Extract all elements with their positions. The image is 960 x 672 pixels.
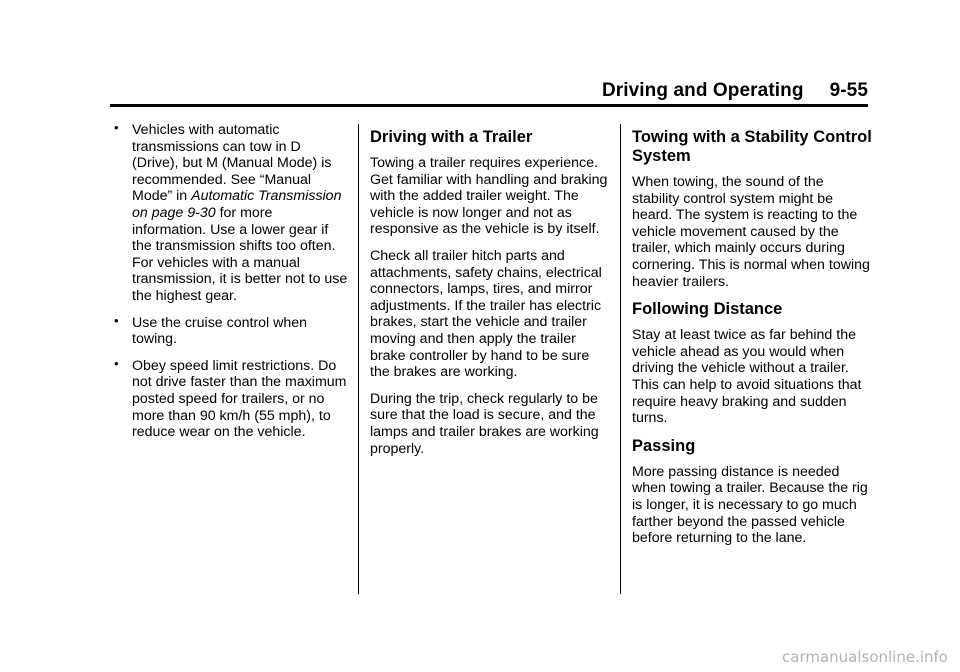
list-item: • Obey speed limit restrictions. Do not drive faster than the maximum posted speed for trailers, or no more than 90 km/h (55 mph), to reduce wear on the vehicle.	[114, 355, 347, 441]
section-heading: Driving with a Trailer	[370, 128, 533, 146]
paragraph: More passing distance is needed when towing a trailer. Because the rig is longer, it is necessary to go much farther beyond the passed vehicle before returning to the lane.	[632, 463, 868, 547]
page-header	[602, 80, 868, 102]
bullet-icon: •	[114, 120, 119, 135]
section-title: Driving and Operating	[601, 80, 804, 101]
paragraph: Stay at least twice as far behind the vehicle ahead as you would when driving the vehicle without a trailer. This can help to avoid situations that require heavy braking and sudden turns.	[632, 327, 862, 427]
section-heading: Towing with a Stability Control System	[632, 128, 872, 165]
column-2	[370, 122, 610, 467]
paragraph: When towing, the sound of the stability control system might be heard. The system is reacting to the vehicle movement caused by the trailer, which mainly occurs during cornering. This is normal when towing heavier trailers.	[632, 174, 870, 290]
section-heading: Following Distance	[632, 300, 783, 319]
bullet-list	[110, 122, 350, 441]
bullet-icon: •	[114, 355, 119, 371]
list-item: • Vehicles with automatic transmissions can tow in D (Drive), but M (Manual Mode) is recommended. See “Manual Mode” in Automatic Transmission on page 9-30 for more information. Use a lower gear if the transmission shifts too often. For vehicles with a manual transmission, it is better not to use the highest gear.	[114, 120, 348, 304]
column-3	[632, 122, 872, 557]
page-number: 9-55	[829, 80, 868, 101]
column-divider	[358, 124, 359, 594]
bullet-icon: •	[114, 312, 119, 328]
column-divider	[620, 124, 621, 594]
column-1	[110, 122, 350, 451]
cross-reference: Automatic Transmission on page 9-30	[132, 188, 342, 221]
watermark: carmanualsonline.info	[782, 648, 948, 666]
paragraph: Check all trailer hitch parts and attachments, safety chains, electrical connectors, lamps, tires, and mirror adjustments. If the trailer has electric brakes, start the vehicle and trailer moving and then apply the trailer brake controller by hand to be sure the brakes are working.	[370, 247, 602, 381]
header-rule	[110, 104, 868, 107]
section-heading: Passing	[632, 436, 696, 455]
list-item: • Use the cruise control when towing.	[114, 312, 308, 348]
paragraph: Towing a trailer requires experience. Get familiar with handling and braking with the added trailer weight. The vehicle is now longer and not as responsive as the vehicle is by itself.	[370, 155, 608, 238]
paragraph: During the trip, check regularly to be sure that the load is secure, and the lamps and trailer brakes are working properly.	[370, 390, 599, 457]
